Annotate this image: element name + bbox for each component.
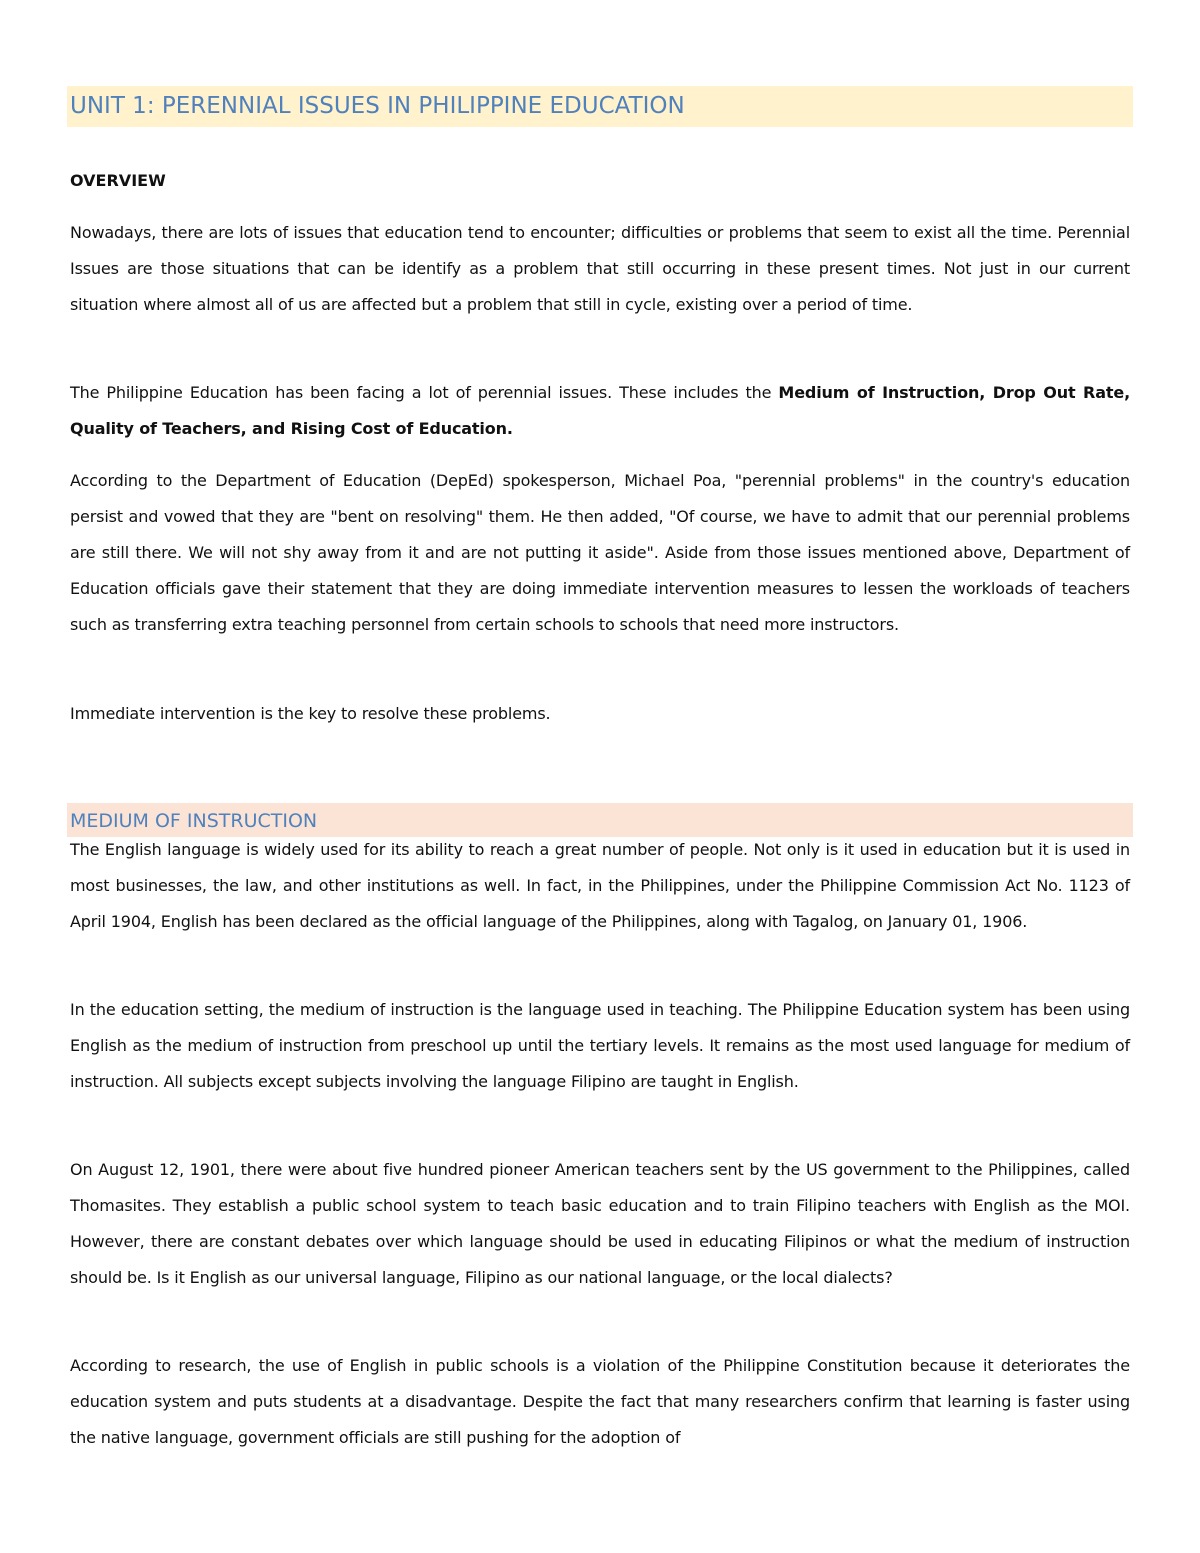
issue-separator-1: , bbox=[979, 383, 993, 402]
overview-paragraph-1-block bbox=[70, 215, 1130, 323]
medium-paragraph-4: According to research, the use of English in public schools is a violation of the Philippine Constitution because it deteriorates the education system and puts students at a disadvantage. Despite the fact that many researchers confirm that learning is faster using the native language, government officials are still pushing for the adoption of bbox=[70, 1356, 1130, 1447]
overview-paragraph-2 bbox=[70, 375, 1130, 447]
issue-list-end: . bbox=[506, 419, 513, 438]
issue-drop-out-rate: Drop Out Rate bbox=[992, 383, 1125, 402]
issue-separator-2: , bbox=[1124, 383, 1130, 402]
medium-paragraph-1-block bbox=[70, 832, 1130, 940]
overview-paragraph-1: Nowadays, there are lots of issues that education tend to encounter; difficulties or problems that seem to exist all the time. Perennial Issues are those situations that can be identify as a problem that still occurring in these present times. Not just in our current situation where almost all of us are affected but a problem that still in cycle, existing over a period of time. bbox=[70, 223, 1130, 314]
issue-separator-3: , and bbox=[240, 419, 291, 438]
medium-paragraph-4-block bbox=[70, 1348, 1130, 1456]
medium-paragraph-3: On August 12, 1901, there were about five hundred pioneer American teachers sent by the US government to the Philippines, called Thomasites. They establish a public school system to teach basic education and to train Filipino teachers with English as the MOI. However, there are constant debates over which language should be used in educating Filipinos or what the medium of instruction should be. Is it English as our universal language, Filipino as our national language, or the local dialects? bbox=[70, 1160, 1130, 1287]
issue-rising-cost-of-education: Rising Cost of Education bbox=[290, 419, 507, 438]
medium-paragraph-2: In the education setting, the medium of instruction is the language used in teaching. The Philippine Education system has been using English as the medium of instruction from preschool up until the tertiary levels. It remains as the most used language for medium of instruction. All subjects except subjects involving the language Filipino are taught in English. bbox=[70, 1000, 1130, 1091]
medium-of-instruction-heading: MEDIUM OF INSTRUCTION bbox=[67, 803, 1133, 837]
medium-paragraph-2-block bbox=[70, 992, 1130, 1100]
overview-paragraph-4-block bbox=[70, 696, 1130, 732]
issue-medium-of-instruction: Medium of Instruction bbox=[778, 383, 980, 402]
overview-heading: OVERVIEW bbox=[70, 171, 166, 190]
unit-title: UNIT 1: PERENNIAL ISSUES IN PHILIPPINE EDUCATION bbox=[67, 86, 1133, 127]
overview-paragraph-2-lead: The Philippine Education has been facing a lot of perennial issues. These includes the bbox=[70, 383, 779, 402]
overview-paragraph-2-block bbox=[70, 375, 1130, 447]
medium-paragraph-3-block bbox=[70, 1152, 1130, 1296]
medium-paragraph-1: The English language is widely used for its ability to reach a great number of people. Not only is it used in education but it is used in most businesses, the law, and other institutions as well. In fact, in the Philippines, under the Philippine Commission Act No. 1123 of April 1904, English has been declared as the official language of the Philippines, along with Tagalog, on January 01, 1906. bbox=[70, 840, 1130, 931]
issue-quality-of-teachers: Quality of Teachers bbox=[70, 419, 241, 438]
overview-paragraph-4: Immediate intervention is the key to resolve these problems. bbox=[70, 704, 551, 723]
overview-paragraph-3-block bbox=[70, 463, 1130, 643]
overview-paragraph-3: According to the Department of Education (DepEd) spokesperson, Michael Poa, "perennial problems" in the country's education persist and vowed that they are "bent on resolving" them. He then added, "Of course, we have to admit that our perennial problems are still there. We will not shy away from it and are not putting it aside". Aside from those issues mentioned above, Department of Education officials gave their statement that they are doing immediate intervention measures to lessen the workloads of teachers such as transferring extra teaching personnel from certain schools to schools that need more instructors. bbox=[70, 471, 1130, 634]
